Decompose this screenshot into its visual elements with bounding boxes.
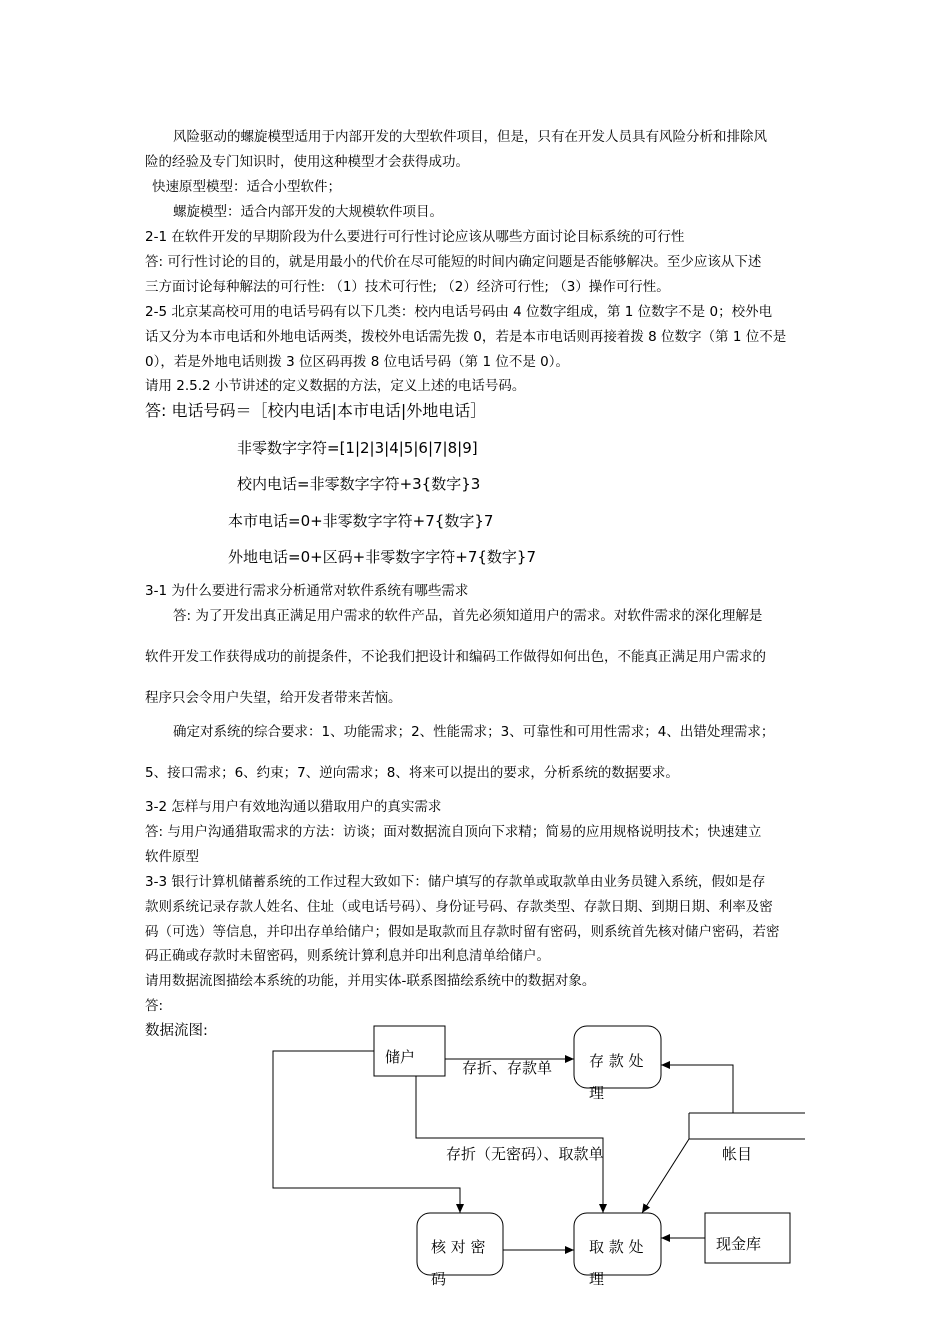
account-to-deposit-arrow [661,1065,733,1113]
question-heading: 3-3 银行计算机储蓄系统的工作过程大致如下：储户填写的存款单或取款单由业务员键入系统，假如是存 [145,874,766,890]
definition-line: 非零数字字符=[1|2|3|4|5|6|7|8|9] [237,439,478,457]
deposit-process-label: 理 [589,1084,605,1102]
deposit-process-label: 存 款 处 [589,1052,644,1070]
paragraph-line: 螺旋模型：适合内部开发的大规模软件项目。 [173,204,443,220]
question-line: 请用 2.5.2 小节讲述的定义数据的方法，定义上述的电话号码。 [145,378,526,394]
question-heading: 3-2 怎样与用户有效地沟通以猎取用户的真实需求 [145,799,442,815]
deposit-flow-label: 存折、存款单 [462,1059,553,1077]
answer-line: 5、接口需求；6、约束；7、逆向需求；8、将来可以提出的要求，分析系统的数据要求。 [145,765,679,781]
paragraph-line: 风险驱动的螺旋模型适用于内部开发的大型软件项目，但是，只有在开发人员具有风险分析和排除风 [173,129,767,145]
answer-line: 答: [145,998,164,1014]
question-line: 码正确或存款时未留密码，则系统计算利息并印出利息清单给储户。 [145,948,550,964]
definition-line: 校内电话=非零数字字符+3{数字}3 [237,475,481,493]
paragraph-line: 快速原型模型：适合小型软件； [152,179,341,195]
account-to-withdraw-arrow [642,1139,689,1213]
answer-line: 答: 为了开发出真正满足用户需求的软件产品，首先必须知道用户的需求。对软件需求的深化理解是 [173,608,763,624]
question-line: 0），若是外地电话则拨 3 位区码再拨 8 位电话号码（第 1 位不是 0）。 [145,354,569,370]
answer-line: 软件开发工作获得成功的前提条件，不论我们把设计和编码工作做得如何出色，不能真正满足用户需求的 [145,649,766,665]
answer-definition: 答: 电话号码＝［校内电话|本市电话|外地电话］ [145,401,487,420]
answer-line: 程序只会令用户失望，给开发者带来苦恼。 [145,690,402,706]
question-heading: 3-1 为什么要进行需求分析通常对软件系统有哪些需求 [145,583,469,599]
withdraw-process-label: 取 款 处 [589,1238,644,1256]
account-store-label: 帐目 [722,1145,753,1163]
definition-line: 外地电话=0+区码+非零数字字符+7{数字}7 [228,548,536,566]
paragraph-line: 险的经验及专门知识时，使用这种模型才会获得成功。 [145,154,469,170]
answer-line: 软件原型 [145,849,199,865]
question-line: 款则系统记录存款人姓名、住址（或电话号码）、身份证号码、存款类型、存款日期、到期日期、利率及密 [145,899,773,915]
withdraw-flow-label: 存折（无密码）、取款单 [446,1145,604,1163]
answer-line: 确定对系统的综合要求：1、功能需求；2、性能需求；3、可靠性和可用性需求；4、出错处理需求； [173,724,775,740]
question-heading: 2-5 北京某高校可用的电话号码有以下几类：校内电话号码由 4 位数字组成，第 1 位数字不是 0；校外电 [145,304,773,320]
cash-vault-label: 现金库 [716,1235,762,1253]
question-heading: 2-1 在软件开发的早期阶段为什么要进行可行性讨论应该从哪些方面讨论目标系统的可行性 [145,229,685,245]
depositor-label: 储户 [385,1048,416,1066]
answer-line: 答: 可行性讨论的目的，就是用最小的代价在尽可能短的时间内确定问题是否能够解决。至少应该从下述 [145,254,762,270]
definition-line: 本市电话=0+非零数字字符+7{数字}7 [228,512,494,530]
question-line: 话又分为本市电话和外地电话两类，拨校外电话需先拨 0，若是本市电话则再接着拨 8 位数字（第 1 位不是 [145,329,787,345]
withdraw-process-label: 理 [589,1270,605,1288]
verify-process-label: 码 [431,1270,447,1288]
question-line: 请用数据流图描绘本系统的功能，并用实体-联系图描绘系统中的数据对象。 [145,973,596,989]
answer-line: 三方面讨论每种解法的可行性: （1）技术可行性; （2）经济可行性; （3）操作可行性。 [145,279,670,295]
verify-process-label: 核 对 密 [431,1238,486,1256]
answer-line: 答: 与用户沟通猎取需求的方法：访谈；面对数据流自顶向下求精；简易的应用规格说明技术；快速建立 [145,824,762,840]
dfd-label: 数据流图: [145,1023,208,1039]
question-line: 码（可选）等信息，并印出存单给储户；假如是取款而且存款时留有密码，则系统首先核对储户密码，若密 [145,924,780,940]
